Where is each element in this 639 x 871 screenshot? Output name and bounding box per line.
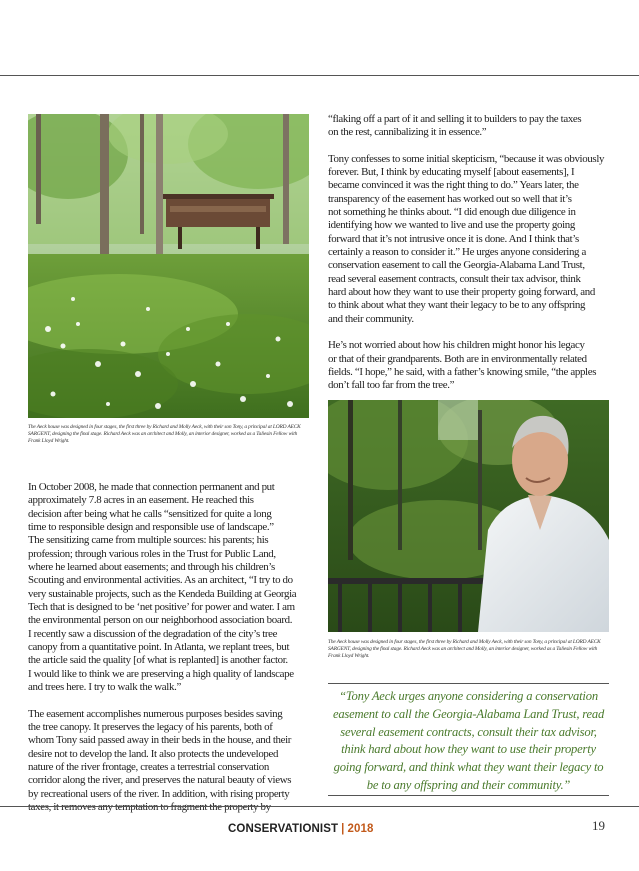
right-paragraph-2: Tony confesses to some initial skepticism, “because it was obviously forever. But, I think by educating myself [about easements], I became convinced it was the right thing to do.” Years later, the transparency of the easement has worked out so well that it’s not something he thinks about. “I did enough due diligence in identifying how we wanted to live and use the property going forward that it’s not intrusive once it is done. And I think that’s certainly a reason to consider it.” He urges anyone considering a conservation easement to call the Georgia-Alabama Land Trust, read several easement contracts, consult their tax advisor, think hard about how they want to use their property going forward, and to think about what they want their legacy to be to any offspring and their community. (328, 152, 605, 325)
footer-year: 2018 (347, 823, 374, 835)
right-paragraph-1: “flaking off a part of it and selling it to builders to pay the taxes on the rest, cannibalizing it in essence.” (328, 113, 582, 139)
right-paragraph-3: He’s not worried about how his children might honor his legacy or that of their grandparents. Both are in environmentally related fields. “I hope,” he said, with a father’s knowing smile, “the apples don’t fall too far from the tree.” (328, 339, 597, 392)
left-paragraph-1: In October 2008, he made that connection permanent and put approximately 7.8 acres in an easement. He reached this decision after being what he calls “sensitized for quite a long time to responsible design and responsible use of landscape.” The sensitizing came from multiple sources: his parents; his profession; through various roles in the Trust for Public Land, where he learned about easements; and through his children’s Scouting and environmental activities. As an architect, “I try to do very sustainable projects, such as the Kendeda Building at Georgia Tech that is designed to be ‘net positive’ for power and water. I am the environmental person on our neighborhood association board. I recently saw a discussion of the degradation of the city’s tree canopy from a quantitative point. In Atlanta, we replant trees, but the article said the quality [of what is replanted] is another factor. I would like to think we are preserving a high quality of landscape and trees here. I try to walk the walk.” (28, 481, 297, 694)
pull-quote-top-rule (328, 683, 609, 684)
left-paragraph-2: The easement accomplishes numerous purposes besides saving the tree canopy. It preserves the legacy of his parents, both of whom Tony said passed away in their beds in the house, and their desire not to develop the land. It also protects the undeveloped nature of the river frontage, creates a terrestrial conservation corridor along the river, and preserves the natural beauty of views by recreational users of the river. In addition, with rising property (28, 707, 292, 800)
page-number: 19 (592, 818, 605, 833)
footer-separator: | (341, 823, 345, 835)
footer-brand-name: CONSERVATIONIST (228, 823, 339, 835)
footer-rule (0, 806, 639, 807)
top-photo-caption: The Aeck house was designed in four stages, the first three by Richard and Molly Aeck, with their son Tony, a principal at LORD AECK SARGENT, designing the final stage. Richard Aeck was an architect and Molly, an interior designer, worked as a Taliesin Fellow with Frank Lloyd Wright. (28, 424, 301, 444)
forest-house-photo (28, 114, 309, 418)
right-article-column (328, 113, 618, 406)
footer-brand (228, 823, 373, 835)
pull-quote-bottom-rule (328, 795, 609, 796)
portrait-photo-caption: The Aeck house was designed in four stages, the first three by Richard and Molly Aeck, with their son Tony, a principal at LORD AECK SARGENT, designing the final stage. Richard Aeck was an architect and Molly, an interior designer, worked as a Taliesin Fellow with Frank Lloyd Wright. (328, 639, 601, 659)
header-rule (0, 75, 639, 76)
pull-quote: “Tony Aeck urges anyone considering a conservation easement to call the Georgia-Alabama Land Trust, read several easement contracts, consult their tax advisor, think hard about how they want to use their property going forward, and think what they want their legacy to be to any offspring and their community.” (332, 689, 605, 792)
man-portrait-photo (328, 400, 609, 632)
left-article-column (28, 481, 318, 827)
